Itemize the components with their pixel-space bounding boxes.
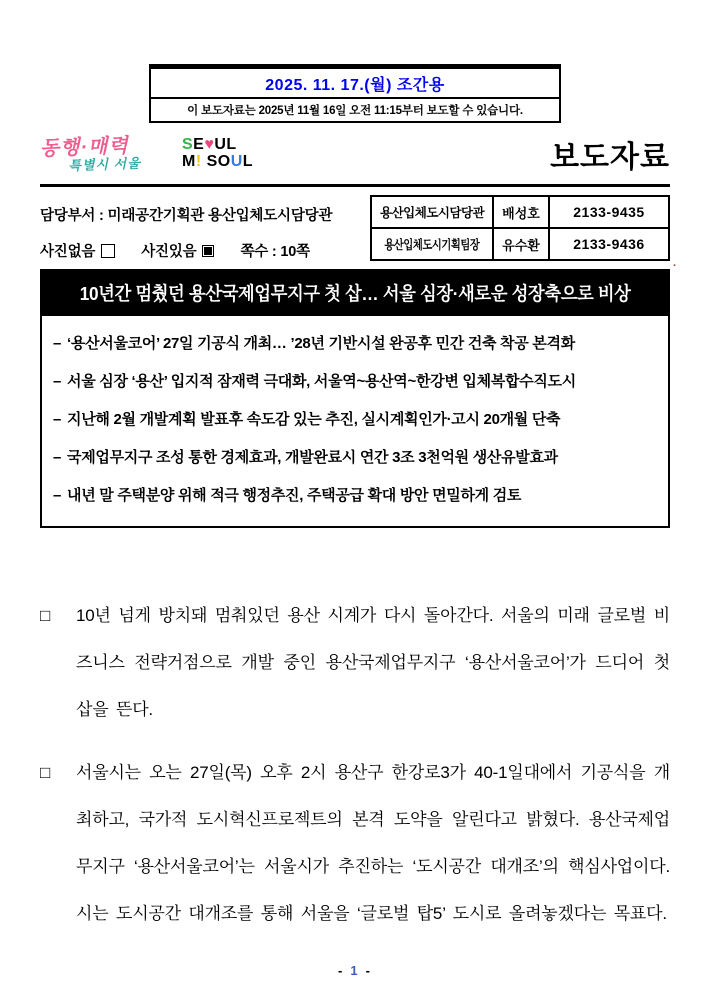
bullet-text: 국제업무지구 조성 통한 경제효과, 개발완료시 연간 3조 3천억원 생산유발효과 xyxy=(67,449,558,466)
paragraph-marker: □ xyxy=(40,763,51,782)
list-item xyxy=(53,370,657,394)
logo-letter-l: L xyxy=(242,153,254,170)
bullet-dash: – xyxy=(53,487,62,504)
page-number: 1 xyxy=(350,963,360,978)
release-date-line: 2025. 11. 17.(월) 조간용 xyxy=(151,69,559,99)
contact-title xyxy=(371,228,493,260)
logo-letter-e: E xyxy=(193,136,205,154)
contact-phone: 2133-9435 xyxy=(549,196,669,228)
contact-phone: 2133-9436 xyxy=(549,228,669,260)
logo-letter-s: S xyxy=(182,136,194,154)
bullet-dash: – xyxy=(53,335,62,352)
headline-summary-box xyxy=(40,269,670,528)
headline-bar xyxy=(42,271,668,316)
bullet-text: 서울 심장 ‘용산’ 입지적 잠재력 극대화, 서울역~용산역~한강변 입체복합수직도시 xyxy=(67,373,576,390)
paragraph-text: 서울시는 오는 27일(목) 오후 2시 용산구 한강로3가 40-1일대에서 기공식을 개최하고, 국가적 도시혁신프로젝트의 본격 도약을 알린다고 밝혔다. 용산국제업무지구 ‘용산서울코어’는 서울시가 추진하는 ‘도시공간 대개조’의 핵심사업이다. 시는 도시공간 대개조를 통해 서울을 ‘글로벌 탑5’ 도시로 올려놓겠다는 목표다. xyxy=(76,763,670,923)
contact-name: 유수환 xyxy=(493,228,549,260)
table-row xyxy=(371,196,669,228)
department-info xyxy=(40,195,370,261)
document-type-title: 보도자료 xyxy=(550,141,670,174)
meta-info-row xyxy=(40,195,676,269)
page-footer xyxy=(0,963,710,978)
embargo-notice-box xyxy=(149,64,561,123)
summary-bullet-list xyxy=(42,316,668,526)
embargo-line: 이 보도자료는 2025년 11월 16일 오전 11:15부터 보도할 수 있습니다. xyxy=(187,105,523,117)
list-item xyxy=(53,484,657,508)
stray-period: . xyxy=(672,257,676,269)
logo-letter-m: M xyxy=(182,153,196,170)
list-item xyxy=(53,332,657,356)
photo-none-label: 사진없음 xyxy=(40,244,96,260)
list-item xyxy=(53,408,657,432)
contact-title: 용산입체도시담당관 xyxy=(371,196,493,228)
slogan-line-1: 동행·매력 xyxy=(39,134,130,160)
bullet-dash: – xyxy=(53,449,62,466)
seoul-logo-line-2 xyxy=(182,154,253,171)
page-count: 쪽수 : 10쪽 xyxy=(240,244,310,260)
footer-dash-right: - xyxy=(365,963,372,978)
slogan-line-2: 특별시 서울 xyxy=(68,155,141,173)
bullet-text: 지난해 2월 개발계획 발표후 속도감 있는 추진, 실시계획인가·고시 20개월 단축 xyxy=(67,411,561,428)
photo-yes-checkbox-checked xyxy=(202,245,214,257)
seoul-my-soul-logo xyxy=(182,137,253,171)
paragraph-text: 10년 넘게 방치돼 멈춰있던 용산 시계가 다시 돌아간다. 서울의 미래 글로벌 비즈니스 전략거점으로 개발 중인 용산국제업무지구 ‘용산서울코어’가 드디어 첫 삽을 뜬다. xyxy=(76,606,670,719)
header-divider xyxy=(40,184,670,187)
header-row xyxy=(40,129,670,179)
photo-pages-line xyxy=(40,240,370,261)
heart-icon: ♥ xyxy=(204,136,215,154)
bullet-text: 내년 말 주택분양 위해 적극 행정추진, 주택공급 확대 방안 면밀하게 검토 xyxy=(67,487,522,504)
department-label: 담당부서 : xyxy=(40,208,104,224)
department-line xyxy=(40,204,370,225)
paragraph-marker: □ xyxy=(40,606,51,625)
contact-name: 배성호 xyxy=(493,196,549,228)
bullet-dash: – xyxy=(53,411,62,428)
contact-table xyxy=(370,195,670,261)
list-item xyxy=(53,446,657,470)
body-paragraph xyxy=(40,592,670,733)
photo-none-checkbox xyxy=(101,244,115,258)
body-section xyxy=(40,592,670,937)
headline-title: 10년간 멈췄던 용산국제업무지구 첫 삽… 서울 심장·새로운 성장축으로 비상 xyxy=(79,283,631,304)
photo-yes-label: 사진있음 xyxy=(141,244,197,260)
body-paragraph xyxy=(40,749,670,937)
logo-letter-u-smile: U xyxy=(230,153,243,170)
table-row xyxy=(371,228,669,260)
seoul-logo-line-1 xyxy=(182,137,253,154)
bullet-text: ‘용산서울코어’ 27일 기공식 개최… ’28년 기반시설 완공후 민간 건축 착공 본격화 xyxy=(67,335,575,352)
logo-letters-ul: UL xyxy=(214,136,237,154)
contact-title-text: 용산입체도시기획팀장 xyxy=(384,238,480,252)
logo-letters-so: SO xyxy=(201,153,231,170)
bullet-dash: – xyxy=(53,373,62,390)
footer-dash-left: - xyxy=(338,963,345,978)
exclamation-icon: ! xyxy=(195,153,202,170)
department-value: 미래공간기획관 용산입체도시담당관 xyxy=(107,208,333,224)
seoul-slogan-logo xyxy=(39,135,160,174)
